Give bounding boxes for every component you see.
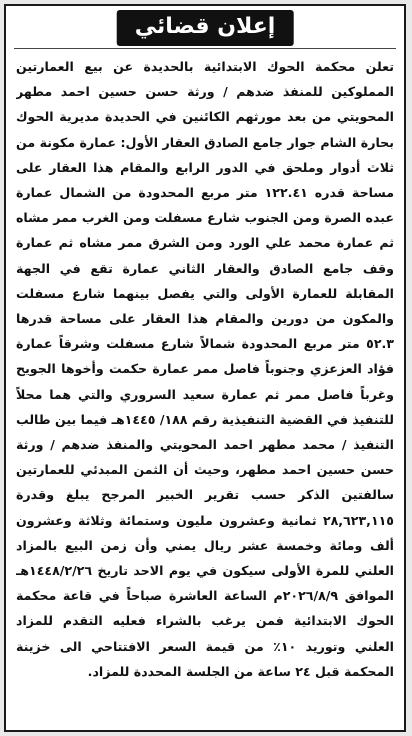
notice-body: تعلن محكمة الحوك الابتدائية بالحديدة عن بيع العمارتين المملوكين للمنفذ ضدهم / ورثة حسن حسين احمد مطهر المحويتي من بعد مورثهم الكائنين في الحديدة مديرية الحوك بحارة الشام جوار جامع الصادق العقار الأول: عمارة مكونة من ثلاث أدوار وملحق في الدور الرابع والمقام هذا العقار على مساحة قدره ١٢٢.٤١ متر مربع المحدودة من الشمال عمارة عبده الصرة ومن الجنوب شارع مسفلت ومن الغرب ممر مشاه ثم عمارة محمد علي الورد ومن الشرق ممر مشاه ثم عمارة وقف جامع الصادق والعقار الثاني عمارة تقع في الجهة المقابلة للعمارة الأولى والتي يفصل بينهما شارع مسفلت والمكون من دورين والمقام هذا العقار على مساحة قدرها ٥٢.٣ متر مربع المحدودة شمالاً شارع مسفلت وشرقاً عمارة فؤاد العزعزي وجنوباً فاصل ممر عمارة حكمت وأخوها الجويح وغرباً فاصل ممر ثم عمارة سعيد السروري والتي هما محلاً للتنفيذ في القضية التنفيذية رقم ١٨٨/ ١٤٤٥هـ فيما بين طالب التنفيذ / محمد مطهر احمد المحويتي والمنفذ ضدهم / ورثة حسن حسين احمد مطهر، وحيث أن الثمن المبدئي للعمارتين سالفتين الذكر حسب تقرير الخبير المرجح يبلغ وقدرة ٢٨,٦٢٣,١١٥ ثمانية وعشرون مليون وستمائة وثلاثة وعشرون ألف ومائة وخمسة عشر ريال يمني وأن زمن البيع بالمزاد العلني للمرة الأولى سيكون في يوم الاحد تاريخ ١٤٤٨/٢/٢٦هـ الموافق ٢٠٢٦/٨/٩م الساعة العاشرة صباحاً في قاعة محكمة الحوك الابتدائية فمن يرغب بالشراء فعليه التقدم للمزاد العلني وتوريد ١٠٪ من قيمة السعر الافتتاحي الى خزينة المحكمة قبل ٢٤ ساعة من الجلسة المحددة للمزاد. bbox=[16, 59, 394, 679]
notice-frame bbox=[4, 4, 406, 732]
notice-title: إعلان قضائي bbox=[117, 10, 294, 46]
title-divider bbox=[14, 48, 396, 49]
